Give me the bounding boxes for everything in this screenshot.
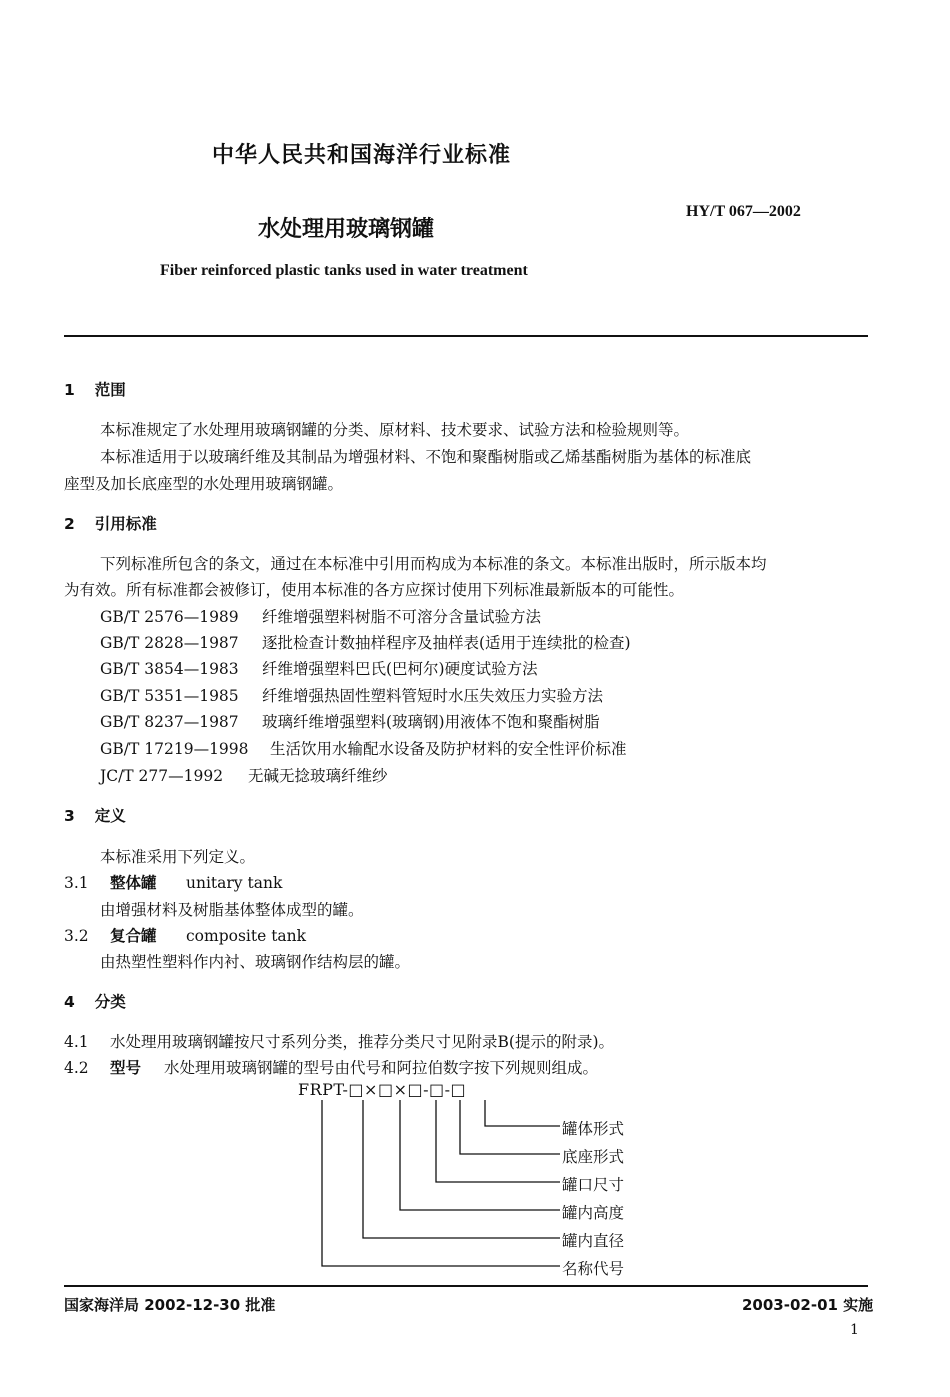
reference-name: 无碱无捻玻璃纤维纱: [248, 767, 388, 785]
clause-4-2: [64, 1056, 598, 1078]
clause-number: 4.2: [64, 1059, 89, 1077]
paragraph: 座型及加长底座型的水处理用玻璃钢罐。: [64, 475, 344, 493]
clause-text: 水处理用玻璃钢罐按尺寸系列分类，推荐分类尺寸见附录B(提示的附录)。: [110, 1033, 614, 1051]
term: 整体罐: [110, 874, 157, 892]
section-3-heading: [64, 804, 126, 826]
reference-item: [100, 684, 603, 706]
section-number: 3: [64, 807, 75, 825]
paragraph: 本标准规定了水处理用玻璃钢罐的分类、原材料、技术要求、试验方法和检验规则等。: [100, 421, 690, 439]
reference-item: [100, 737, 627, 759]
reference-code: GB/T 8237—1987: [100, 713, 239, 731]
section-number: 2: [64, 515, 75, 533]
reference-item: [100, 764, 388, 786]
leader-line: [363, 1100, 560, 1238]
clause-number: 3.2: [64, 927, 89, 945]
diagram-label: 罐口尺寸: [562, 1176, 625, 1194]
section-number: 4: [64, 993, 75, 1011]
section-title: 定义: [94, 807, 126, 825]
reference-name: 纤维增强塑料巴氏(巴柯尔)硬度试验方法: [262, 660, 538, 678]
leader-line: [322, 1100, 560, 1266]
term-english: composite tank: [186, 927, 307, 945]
clause-number: 4.1: [64, 1033, 89, 1051]
diagram-label: 名称代号: [562, 1260, 625, 1278]
term-english: unitary tank: [186, 874, 283, 892]
paragraph: 下列标准所包含的条文，通过在本标准中引用而构成为本标准的条文。本标准出版时，所示版本均: [100, 555, 767, 573]
reference-code: JC/T 277—1992: [100, 767, 224, 785]
leader-line: [485, 1100, 560, 1126]
header-rule: [64, 335, 868, 337]
section-4-heading: [64, 990, 126, 1012]
reference-item: [100, 710, 600, 732]
clause-4-1: [64, 1030, 614, 1052]
section-title: 分类: [94, 993, 126, 1011]
reference-item: [100, 631, 631, 653]
diagram-label: 罐内直径: [562, 1232, 625, 1250]
clause-label: 型号: [110, 1059, 142, 1077]
page-number: 1: [850, 1322, 859, 1338]
section-title: 范围: [94, 381, 126, 399]
paragraph: 本标准采用下列定义。: [100, 848, 256, 866]
reference-code: GB/T 2828—1987: [100, 634, 239, 652]
clause-number: 3.1: [64, 874, 89, 892]
section-2-heading: [64, 512, 157, 534]
reference-item: [100, 657, 538, 679]
definition-text: 由增强材料及树脂基体整体成型的罐。: [100, 901, 364, 919]
reference-code: GB/T 3854—1983: [100, 660, 239, 678]
reference-item: [100, 605, 541, 627]
reference-name: 纤维增强塑料树脂不可溶分含量试验方法: [262, 608, 542, 626]
clause-text: 水处理用玻璃钢罐的型号由代号和阿拉伯数字按下列规则组成。: [164, 1059, 599, 1077]
issuer: 国家海洋局 2002-12-30 批准: [64, 1296, 276, 1314]
reference-code: GB/T 17219—1998: [100, 740, 249, 758]
reference-name: 逐批检查计数抽样程序及抽样表(适用于连续批的检查): [262, 634, 631, 652]
model-code: FRPT-□×□×□-□-□: [298, 1080, 467, 1099]
reference-name: 纤维增强热固性塑料管短时水压失效压力实验方法: [262, 687, 604, 705]
title-cn: 水处理用玻璃钢罐: [258, 217, 435, 242]
section-number: 1: [64, 381, 75, 399]
diagram-label: 罐体形式: [562, 1120, 625, 1138]
definition-3-2: [64, 924, 306, 946]
effective-date: 2003-02-01 实施: [742, 1296, 874, 1314]
leader-line: [436, 1100, 560, 1182]
definition-3-1: [64, 871, 282, 893]
definition-text: 由热塑性塑料作内衬、玻璃钢作结构层的罐。: [100, 953, 411, 971]
term: 复合罐: [110, 927, 157, 945]
leader-line: [400, 1100, 560, 1210]
reference-code: GB/T 5351—1985: [100, 687, 239, 705]
standard-number: HY/T 067—2002: [686, 203, 801, 220]
reference-name: 生活饮用水输配水设备及防护材料的安全性评价标准: [270, 740, 627, 758]
paragraph: 为有效。所有标准都会被修订，使用本标准的各方应探讨使用下列标准最新版本的可能性。: [64, 581, 685, 599]
reference-name: 玻璃纤维增强塑料(玻璃钢)用液体不饱和聚酯树脂: [262, 713, 600, 731]
footer-rule: [64, 1285, 868, 1287]
leader-line: [460, 1100, 560, 1154]
section-title: 引用标准: [94, 515, 157, 533]
model-code-diagram: [300, 1098, 560, 1270]
diagram-label: 底座形式: [562, 1148, 625, 1166]
org-title: 中华人民共和国海洋行业标准: [212, 143, 512, 168]
paragraph: 本标准适用于以玻璃纤维及其制品为增强材料、不饱和聚酯树脂或乙烯基酯树脂为基体的标准底: [100, 448, 752, 466]
section-1-heading: [64, 378, 126, 400]
title-en: Fiber reinforced plastic tanks used in water treatment: [160, 262, 528, 279]
diagram-label: 罐内高度: [562, 1204, 625, 1222]
reference-code: GB/T 2576—1989: [100, 608, 239, 626]
